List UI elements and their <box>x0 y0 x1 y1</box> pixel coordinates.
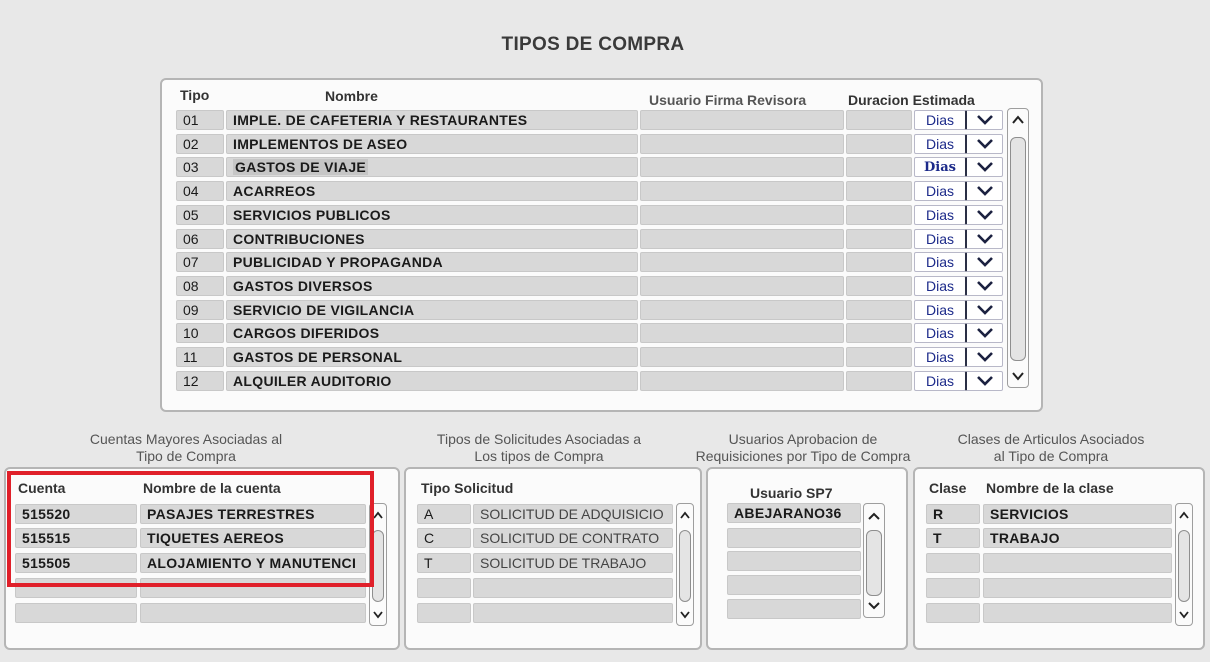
duracion-dropdown-button[interactable] <box>965 134 1003 154</box>
header-usuario-firma: Usuario Firma Revisora <box>649 92 807 108</box>
tipo-name[interactable] <box>226 300 638 320</box>
nombre-solicitud-cell[interactable]: SOLICITUD DE TRABAJO <box>473 553 673 573</box>
duracion-dropdown-button[interactable] <box>965 300 1003 320</box>
duracion-dropdown-button[interactable] <box>965 229 1003 249</box>
cuentas-scrollbar[interactable] <box>369 503 387 626</box>
chevron-up-icon[interactable] <box>678 508 692 522</box>
chevron-down-icon <box>976 161 994 173</box>
tipo-name-text: CONTRIBUCIONES <box>233 230 365 247</box>
nombre-clase-cell[interactable]: SERVICIOS <box>983 504 1172 524</box>
duracion-cell[interactable] <box>846 300 912 320</box>
nombre-cuenta-cell[interactable] <box>140 578 366 598</box>
usuarios-label: Usuarios Aprobacion de Requisiciones por Tipo de Compra <box>695 431 911 464</box>
cuenta-cell[interactable]: 515515 <box>15 528 137 548</box>
duracion-unit-select[interactable]: Dias <box>914 134 966 154</box>
chevron-down-icon <box>976 256 994 268</box>
tipo-name-text: IMPLE. DE CAFETERIA Y RESTAURANTES <box>233 112 528 128</box>
usuario-firma-cell[interactable] <box>640 157 844 177</box>
tipo-solicitud-cell[interactable]: C <box>417 528 471 548</box>
duracion-cell[interactable] <box>846 252 912 272</box>
tipo-solicitud-cell[interactable]: A <box>417 504 471 524</box>
nombre-clase-cell[interactable]: TRABAJO <box>983 528 1172 548</box>
solicitudes-scrollbar[interactable] <box>676 503 694 626</box>
header-nombre-clase: Nombre de la clase <box>986 480 1114 496</box>
tipo-code[interactable]: 08 <box>176 276 224 296</box>
header-usuario-sp7: Usuario SP7 <box>750 485 833 501</box>
nombre-cuenta-cell[interactable] <box>140 603 366 623</box>
tipo-name[interactable] <box>226 252 638 272</box>
usuario-firma-cell[interactable] <box>640 134 844 154</box>
tipo-name[interactable] <box>226 181 638 201</box>
duracion-dropdown-button[interactable] <box>965 371 1003 391</box>
duracion-cell[interactable] <box>846 229 912 249</box>
tipo-solicitud-cell[interactable]: T <box>417 553 471 573</box>
usuario-firma-cell[interactable] <box>640 300 844 320</box>
tipo-code[interactable]: 07 <box>176 252 224 272</box>
clase-cell[interactable]: T <box>926 528 980 548</box>
scrollbar-thumb[interactable] <box>372 530 384 602</box>
chevron-down-icon[interactable] <box>371 608 385 622</box>
clase-cell[interactable]: R <box>926 504 980 524</box>
chevron-down-icon[interactable] <box>1177 608 1191 622</box>
header-duracion: Duracion Estimada <box>848 92 975 108</box>
duracion-unit-select[interactable]: Dias <box>914 252 966 272</box>
tipo-name-text: ACARREOS <box>233 183 316 200</box>
duracion-cell[interactable] <box>846 276 912 296</box>
nombre-cuenta-cell[interactable]: ALOJAMIENTO Y MANUTENCI <box>140 553 366 573</box>
tipo-name-text: GASTOS DE PERSONAL <box>233 349 403 365</box>
tipo-code[interactable]: 12 <box>176 371 224 391</box>
duracion-dropdown-button[interactable] <box>965 347 1003 367</box>
header-clase: Clase <box>929 480 967 496</box>
usuario-sp7-cell[interactable] <box>727 551 861 571</box>
duracion-cell[interactable] <box>846 134 912 154</box>
header-tipo-solicitud: Tipo Solicitud <box>421 480 514 496</box>
duracion-dropdown-button[interactable] <box>965 252 1003 272</box>
duracion-unit-select[interactable]: Dias <box>914 181 966 201</box>
nombre-cuenta-cell[interactable]: PASAJES TERRESTRES <box>140 504 366 524</box>
chevron-down-icon[interactable] <box>678 608 692 622</box>
tipo-name[interactable] <box>226 347 638 367</box>
duracion-unit-select[interactable]: Dias <box>914 205 966 225</box>
duracion-cell[interactable] <box>846 371 912 391</box>
tipo-code[interactable]: 09 <box>176 300 224 320</box>
usuario-sp7-cell[interactable] <box>727 528 861 548</box>
chevron-down-icon <box>976 185 994 197</box>
duracion-unit-select[interactable]: Dias <box>914 157 966 177</box>
duracion-dropdown-button[interactable] <box>965 205 1003 225</box>
header-tipo: Tipo <box>180 87 210 103</box>
clase-cell[interactable] <box>926 553 980 573</box>
duracion-dropdown-button[interactable] <box>965 110 1003 130</box>
usuario-sp7-cell[interactable] <box>727 575 861 595</box>
duracion-cell[interactable] <box>846 157 912 177</box>
clase-cell[interactable] <box>926 578 980 598</box>
tipo-code[interactable]: 04 <box>176 181 224 201</box>
usuarios-scrollbar[interactable] <box>863 503 885 618</box>
tipo-name-text: ALQUILER AUDITORIO <box>233 372 392 389</box>
nombre-clase-cell[interactable] <box>983 603 1172 623</box>
tipo-name[interactable] <box>226 371 638 391</box>
usuario-firma-cell[interactable] <box>640 276 844 296</box>
duracion-unit-select[interactable]: Dias <box>914 371 966 391</box>
duracion-dropdown-button[interactable] <box>965 323 1003 343</box>
tipo-name[interactable] <box>226 110 638 130</box>
nombre-solicitud-cell[interactable] <box>473 603 673 623</box>
header-cuenta: Cuenta <box>18 480 66 496</box>
clases-label: Clases de Articulos Asociados al Tipo de Compra <box>957 431 1145 464</box>
duracion-cell[interactable] <box>846 323 912 343</box>
nombre-clase-cell[interactable] <box>983 578 1172 598</box>
duracion-cell[interactable] <box>846 181 912 201</box>
nombre-clase-cell[interactable] <box>983 553 1172 573</box>
header-nombre: Nombre <box>325 88 378 104</box>
chevron-down-icon <box>976 375 994 387</box>
page-title: TIPOS DE COMPRA <box>501 34 685 55</box>
tipo-code[interactable]: 03 <box>176 157 224 177</box>
chevron-down-icon <box>976 327 994 339</box>
duracion-unit-select[interactable]: Dias <box>914 110 966 130</box>
tipo-name[interactable] <box>226 157 638 177</box>
chevron-down-icon[interactable] <box>1009 367 1027 385</box>
tipo-name[interactable] <box>226 323 638 343</box>
tipo-name-text: CARGOS DIFERIDOS <box>233 325 380 342</box>
usuario-firma-cell[interactable] <box>640 323 844 343</box>
chevron-down-icon[interactable] <box>865 598 883 614</box>
chevron-up-icon[interactable] <box>1177 508 1191 522</box>
clases-scrollbar[interactable] <box>1175 503 1193 626</box>
chevron-down-icon <box>976 209 994 221</box>
scrollbar-thumb[interactable] <box>679 530 691 602</box>
cuenta-cell[interactable]: 515505 <box>15 553 137 573</box>
usuario-firma-cell[interactable] <box>640 252 844 272</box>
tipo-code[interactable]: 11 <box>176 347 224 367</box>
chevron-down-icon <box>976 138 994 150</box>
usuario-sp7-cell[interactable] <box>727 599 861 619</box>
nombre-solicitud-cell[interactable]: SOLICITUD DE ADQUISICIO <box>473 504 673 524</box>
duracion-unit-select[interactable]: Dias <box>914 323 966 343</box>
tipo-name[interactable] <box>226 134 638 154</box>
tipo-name[interactable] <box>226 276 638 296</box>
cuenta-cell[interactable]: 515520 <box>15 504 137 524</box>
tipo-name-text: SERVICIOS PUBLICOS <box>233 206 391 223</box>
cuenta-cell[interactable] <box>15 603 137 623</box>
duracion-unit-select[interactable]: Dias <box>914 229 966 249</box>
tipo-name-text: IMPLEMENTOS DE ASEO <box>233 135 408 152</box>
tipo-name-text: SERVICIO DE VIGILANCIA <box>233 301 415 318</box>
duracion-cell[interactable] <box>846 110 912 130</box>
tipo-code[interactable]: 06 <box>176 229 224 249</box>
duracion-cell[interactable] <box>846 205 912 225</box>
chevron-up-icon[interactable] <box>371 508 385 522</box>
header-nombre-cuenta: Nombre de la cuenta <box>143 480 281 496</box>
chevron-down-icon <box>976 351 994 363</box>
scrollbar-thumb[interactable] <box>1010 137 1026 361</box>
tipo-solicitud-cell[interactable] <box>417 578 471 598</box>
duracion-dropdown-button[interactable] <box>965 181 1003 201</box>
cuenta-cell[interactable] <box>15 578 137 598</box>
tipo-code[interactable]: 01 <box>176 110 224 130</box>
usuario-firma-cell[interactable] <box>640 371 844 391</box>
tipo-name[interactable] <box>226 229 638 249</box>
chevron-down-icon <box>976 114 994 126</box>
usuario-firma-cell[interactable] <box>640 347 844 367</box>
tipo-name-text: GASTOS DE VIAJE <box>235 159 367 176</box>
scrollbar-thumb[interactable] <box>866 530 882 596</box>
duracion-dropdown-button[interactable] <box>965 276 1003 296</box>
usuario-firma-cell[interactable] <box>640 110 844 130</box>
usuario-firma-cell[interactable] <box>640 229 844 249</box>
nombre-solicitud-cell[interactable] <box>473 578 673 598</box>
chevron-up-icon[interactable] <box>1009 111 1027 129</box>
chevron-down-icon <box>976 233 994 245</box>
duracion-unit-select[interactable]: Dias <box>914 347 966 367</box>
duracion-unit-select[interactable]: Dias <box>914 300 966 320</box>
chevron-down-icon <box>976 304 994 316</box>
tipos-scrollbar[interactable] <box>1007 108 1029 388</box>
nombre-cuenta-cell[interactable]: TIQUETES AEREOS <box>140 528 366 548</box>
duracion-cell[interactable] <box>846 347 912 367</box>
tipo-name[interactable] <box>226 205 638 225</box>
tipo-name-text: GASTOS DIVERSOS <box>233 277 373 294</box>
chevron-down-icon <box>976 280 994 292</box>
tipo-code[interactable]: 02 <box>176 134 224 154</box>
tipo-code[interactable]: 10 <box>176 323 224 343</box>
cuentas-label: Cuentas Mayores Asociadas al Tipo de Compra <box>89 431 283 464</box>
duracion-dropdown-button[interactable] <box>965 157 1003 177</box>
usuario-firma-cell[interactable] <box>640 205 844 225</box>
nombre-solicitud-cell[interactable]: SOLICITUD DE CONTRATO <box>473 528 673 548</box>
tipo-solicitud-cell[interactable] <box>417 603 471 623</box>
usuario-firma-cell[interactable] <box>640 181 844 201</box>
chevron-up-icon[interactable] <box>865 508 883 524</box>
clase-cell[interactable] <box>926 603 980 623</box>
tipo-code[interactable]: 05 <box>176 205 224 225</box>
solicitudes-label: Tipos de Solicitudes Asociadas a Los tipos de Compra <box>436 431 642 464</box>
duracion-unit-select[interactable]: Dias <box>914 276 966 296</box>
usuario-sp7-cell[interactable]: ABEJARANO36 <box>727 503 861 523</box>
tipo-name-text: PUBLICIDAD Y PROPAGANDA <box>233 254 443 271</box>
scrollbar-thumb[interactable] <box>1178 530 1190 602</box>
